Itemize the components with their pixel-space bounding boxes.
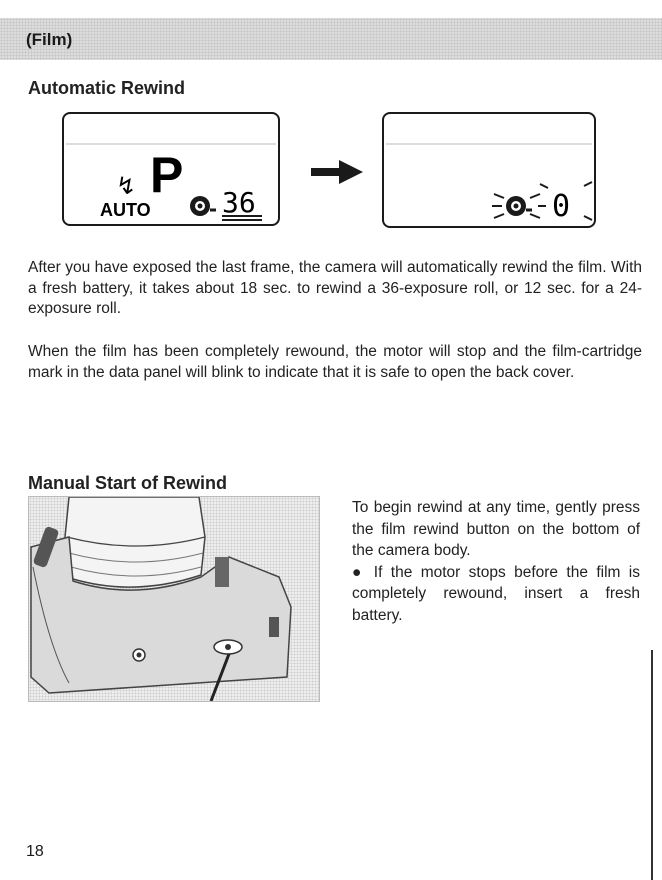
camera-bottom-photo [28, 496, 320, 702]
film-rewind-button [214, 640, 242, 654]
manual-rewind-heading: Manual Start of Rewind [28, 473, 228, 493]
paragraph-rewind-complete: When the film has been completely rewound, the motor will stop and the film-cartridge mark in the data panel will blink to indicate that it is safe to open the back cover. [28, 343, 642, 381]
page-margin-line [651, 650, 653, 880]
data-panel-before [62, 112, 280, 226]
paragraph-rewind-time: After you have exposed the last frame, the camera will automatically rewind the film. With a fresh battery, it takes about 18 sec. to rewind a 36-exposure roll, or 12 sec. for a 24-exposure roll. [28, 259, 642, 317]
battery-note: ● If the motor stops before the film is completely rewound, insert a fresh battery. [352, 563, 640, 624]
flash-icon: ↯ [116, 172, 137, 200]
arrow-right-icon [311, 160, 363, 189]
manual-rewind-instruction: To begin rewind at any time, gently press the film rewind button on the bottom of the camera body. [352, 499, 640, 559]
automatic-rewind-heading: Automatic Rewind [28, 78, 186, 98]
frame-counter-zero: 0 [552, 189, 571, 224]
section-header-band [0, 18, 662, 60]
program-mode-indicator: P [150, 147, 184, 203]
manual-rewind-description [352, 497, 640, 626]
section-header: (Film) [26, 30, 73, 49]
page-number: 18 [26, 843, 44, 860]
frame-counter: 36 [222, 186, 256, 219]
auto-indicator: AUTO [100, 200, 151, 220]
film-cartridge-icon [190, 196, 216, 216]
data-panel-after [382, 112, 596, 228]
